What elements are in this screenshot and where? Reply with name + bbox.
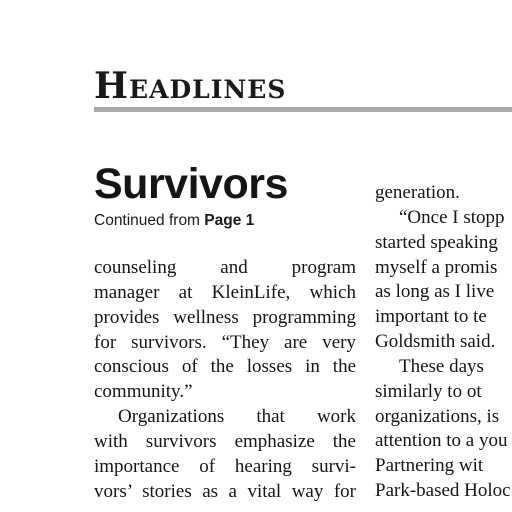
body-line: vors’ stories as a vital way for (94, 480, 356, 502)
body-line: manager at KleinLife, which (94, 281, 356, 303)
body-line: generation. (375, 182, 460, 203)
continued-from-line (94, 211, 254, 231)
body-line: organizations, is (375, 405, 500, 427)
article-column-left (94, 256, 356, 504)
section-divider (94, 107, 512, 112)
body-line: provides wellness programming (94, 306, 356, 328)
body-line: community.” (94, 381, 193, 403)
body-line: with survivors emphasize the (94, 430, 356, 452)
section-title: Headlines (94, 65, 287, 107)
body-line: similarly to ot (375, 380, 482, 402)
body-line: important to te (375, 306, 487, 328)
continued-label: Continued from (94, 212, 205, 229)
article-column-right (375, 181, 512, 504)
body-line: conscious of the losses in the (94, 356, 356, 378)
body-line: importance of hearing survi- (94, 455, 356, 477)
continued-page-ref: Page 1 (204, 212, 255, 229)
body-line: Park-based Holoc (375, 480, 511, 502)
body-line: started speaking (375, 231, 498, 253)
body-line: attention to a you (375, 430, 508, 452)
article-headline: Survivors (94, 160, 288, 208)
body-line: as long as I live (375, 281, 495, 303)
body-line: Goldsmith said. (375, 331, 496, 353)
body-line: counseling and program (94, 257, 356, 278)
body-line: Partnering wit (375, 455, 484, 477)
body-line: These days (399, 355, 484, 377)
body-line: for survivors. “They are very (94, 331, 356, 353)
body-line: myself a promis (375, 256, 498, 278)
body-line: Organizations that work (118, 406, 356, 428)
body-line: “Once I stopp (399, 206, 505, 228)
